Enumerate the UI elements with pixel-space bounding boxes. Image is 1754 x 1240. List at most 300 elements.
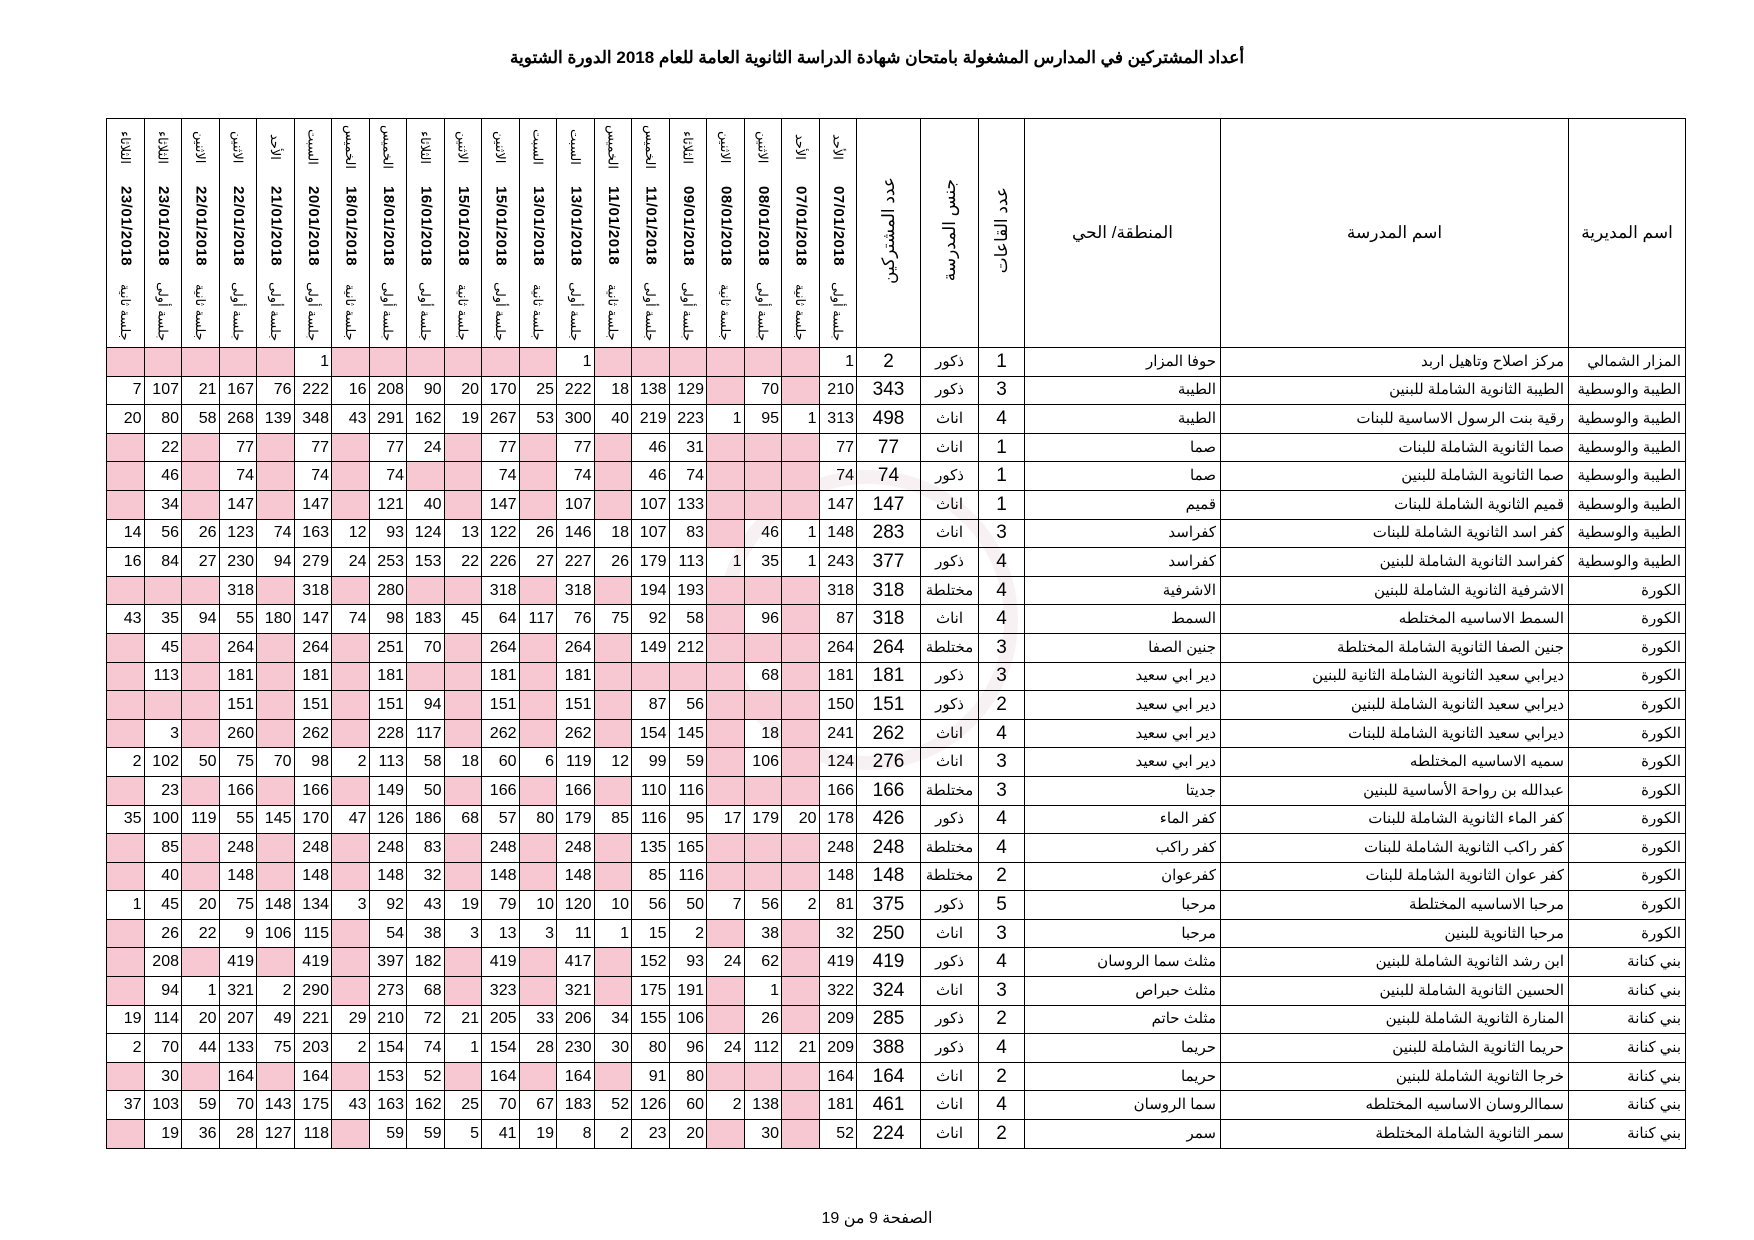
session-value-cell (707, 748, 745, 777)
session-value-cell: 117 (519, 605, 557, 634)
session-value-cell (107, 490, 145, 519)
session-value-cell: 163 (369, 1091, 407, 1120)
session-value-cell: 181 (219, 662, 257, 691)
session-value-cell: 186 (407, 805, 445, 834)
session-value-cell: 1 (594, 919, 632, 948)
session-value-cell (257, 490, 295, 519)
session-value-cell (519, 662, 557, 691)
session-value-cell: 253 (369, 548, 407, 577)
session-value-cell (257, 776, 295, 805)
session-value-cell: 126 (632, 1091, 670, 1120)
session-date: 23/01/2018 (117, 185, 135, 267)
session-value-cell: 121 (369, 490, 407, 519)
session-value-cell: 291 (369, 405, 407, 434)
session-value-cell: 52 (819, 1120, 857, 1149)
gender-cell: مختلطة (921, 576, 979, 605)
session-value-cell (782, 1062, 820, 1091)
session-value-cell: 92 (632, 605, 670, 634)
session-value-cell (594, 776, 632, 805)
session-value-cell: 1 (294, 348, 332, 377)
session-label: جلسة ثانية (530, 283, 546, 341)
table-row (107, 776, 1686, 805)
session-value-cell: 74 (257, 519, 295, 548)
session-value-cell: 75 (594, 605, 632, 634)
gender-cell: ذكور (921, 948, 979, 977)
session-value-cell (707, 834, 745, 863)
session-value-cell: 59 (669, 748, 707, 777)
session-value-cell: 129 (669, 376, 707, 405)
gender-cell: ذكور (921, 805, 979, 834)
session-value-cell (707, 633, 745, 662)
halls-cell: 2 (979, 862, 1025, 891)
session-value-cell (182, 1062, 220, 1091)
session-value-cell: 8 (557, 1120, 595, 1149)
school-name-cell: السمط الاساسيه المختلطه (1221, 605, 1569, 634)
session-value-cell (782, 748, 820, 777)
session-value-cell: 76 (557, 605, 595, 634)
session-value-cell: 28 (519, 1034, 557, 1063)
school-name-cell: ديرابي سعيد الثانوية الشاملة للبنين (1221, 691, 1569, 720)
area-cell: دير ابي سعيد (1025, 719, 1221, 748)
session-value-cell: 20 (182, 1005, 220, 1034)
session-value-cell: 1 (182, 977, 220, 1006)
session-value-cell: 24 (332, 548, 370, 577)
directorate-cell: الطيبة والوسطية (1569, 548, 1686, 577)
session-value-cell: 74 (407, 1034, 445, 1063)
session-date: 09/01/2018 (679, 185, 697, 267)
session-header (182, 119, 220, 348)
session-value-cell (332, 662, 370, 691)
session-value-cell: 219 (632, 405, 670, 434)
session-value-cell (107, 433, 145, 462)
participants-count-cell: 262 (857, 719, 921, 748)
session-value-cell: 9 (219, 919, 257, 948)
session-value-cell: 116 (669, 776, 707, 805)
session-value-cell: 56 (744, 891, 782, 920)
session-value-cell (444, 948, 482, 977)
header-school-label: اسم المدرسة (1346, 223, 1443, 242)
session-value-cell: 114 (144, 1005, 182, 1034)
session-value-cell (332, 691, 370, 720)
session-value-cell: 12 (332, 519, 370, 548)
session-value-cell: 164 (482, 1062, 520, 1091)
participants-count-cell: 324 (857, 977, 921, 1006)
session-value-cell: 135 (632, 834, 670, 863)
participants-count-cell: 151 (857, 691, 921, 720)
directorate-cell: الكورة (1569, 633, 1686, 662)
session-value-cell: 210 (819, 376, 857, 405)
gender-cell: اناث (921, 977, 979, 1006)
directorate-cell: الكورة (1569, 805, 1686, 834)
session-value-cell: 139 (257, 405, 295, 434)
session-value-cell: 95 (744, 405, 782, 434)
session-value-cell (107, 348, 145, 377)
session-value-cell: 34 (144, 490, 182, 519)
session-value-cell: 21 (782, 1034, 820, 1063)
session-value-cell: 178 (819, 805, 857, 834)
session-value-cell (707, 1062, 745, 1091)
session-value-cell: 267 (482, 405, 520, 434)
session-header (257, 119, 295, 348)
session-value-cell: 50 (182, 748, 220, 777)
session-value-cell (519, 490, 557, 519)
session-date: 16/01/2018 (417, 185, 435, 267)
session-value-cell (182, 862, 220, 891)
school-name-cell: كفر الماء الثانوية الشاملة للبنات (1221, 805, 1569, 834)
session-value-cell: 164 (819, 1062, 857, 1091)
session-value-cell (782, 633, 820, 662)
halls-cell: 4 (979, 948, 1025, 977)
gender-cell: اناث (921, 1120, 979, 1149)
school-name-cell: الطيبة الثانوية الشاملة للبنين (1221, 376, 1569, 405)
session-value-cell (519, 834, 557, 863)
session-value-cell (782, 662, 820, 691)
session-value-cell (782, 1005, 820, 1034)
session-value-cell: 40 (594, 405, 632, 434)
session-value-cell (444, 862, 482, 891)
session-value-cell: 25 (444, 1091, 482, 1120)
session-value-cell: 20 (107, 405, 145, 434)
halls-cell: 3 (979, 662, 1025, 691)
session-value-cell: 151 (482, 691, 520, 720)
table-row (107, 519, 1686, 548)
session-value-cell: 74 (294, 462, 332, 491)
session-value-cell: 123 (219, 519, 257, 548)
session-value-cell (707, 348, 745, 377)
session-value-cell: 113 (669, 548, 707, 577)
session-value-cell: 70 (482, 1091, 520, 1120)
session-value-cell: 35 (107, 805, 145, 834)
gender-cell: اناث (921, 519, 979, 548)
session-value-cell (519, 691, 557, 720)
session-value-cell (707, 862, 745, 891)
session-value-cell: 58 (182, 405, 220, 434)
session-value-cell: 102 (144, 748, 182, 777)
session-value-cell: 181 (819, 662, 857, 691)
session-label: جلسة أولى (492, 282, 508, 342)
session-value-cell: 72 (407, 1005, 445, 1034)
session-value-cell: 60 (669, 1091, 707, 1120)
session-value-cell: 248 (219, 834, 257, 863)
session-value-cell: 68 (744, 662, 782, 691)
session-value-cell: 183 (557, 1091, 595, 1120)
session-value-cell (707, 691, 745, 720)
session-value-cell: 148 (482, 862, 520, 891)
halls-cell: 3 (979, 633, 1025, 662)
session-value-cell: 6 (519, 748, 557, 777)
session-value-cell: 148 (819, 519, 857, 548)
session-value-cell (332, 433, 370, 462)
session-value-cell (782, 948, 820, 977)
participants-count-cell: 343 (857, 376, 921, 405)
session-value-cell: 32 (407, 862, 445, 891)
session-value-cell: 148 (219, 862, 257, 891)
session-value-cell: 117 (407, 719, 445, 748)
session-value-cell (444, 433, 482, 462)
directorate-cell: الكورة (1569, 834, 1686, 863)
participants-count-cell: 285 (857, 1005, 921, 1034)
directorate-cell: بني كنانة (1569, 1034, 1686, 1063)
session-value-cell: 68 (407, 977, 445, 1006)
session-value-cell: 120 (557, 891, 595, 920)
session-value-cell (782, 576, 820, 605)
session-value-cell: 1 (782, 548, 820, 577)
directorate-cell: الطيبة والوسطية (1569, 376, 1686, 405)
session-value-cell: 15 (632, 919, 670, 948)
session-value-cell: 19 (444, 891, 482, 920)
session-value-cell: 22 (182, 919, 220, 948)
gender-cell: ذكور (921, 1005, 979, 1034)
halls-cell: 3 (979, 919, 1025, 948)
session-label: جلسة أولى (230, 282, 246, 342)
participants-count-cell: 181 (857, 662, 921, 691)
session-value-cell (782, 1120, 820, 1149)
session-value-cell (182, 948, 220, 977)
area-cell: السمط (1025, 605, 1221, 634)
participants-count-cell: 2 (857, 348, 921, 377)
session-value-cell: 280 (369, 576, 407, 605)
session-value-cell: 2 (669, 919, 707, 948)
session-value-cell: 151 (557, 691, 595, 720)
school-name-cell: كفر راكب الثانوية الشاملة للبنات (1221, 834, 1569, 863)
session-value-cell (444, 633, 482, 662)
session-value-cell (594, 948, 632, 977)
session-label: جلسة ثانية (605, 283, 621, 341)
session-value-cell: 116 (669, 862, 707, 891)
session-value-cell: 397 (369, 948, 407, 977)
gender-cell: اناث (921, 719, 979, 748)
school-name-cell: ديرابي سعيد الثانوية الشاملة للبنات (1221, 719, 1569, 748)
session-label: جلسة أولى (380, 282, 396, 342)
session-value-cell: 5 (444, 1120, 482, 1149)
session-value-cell (107, 1120, 145, 1149)
session-value-cell: 37 (107, 1091, 145, 1120)
gender-cell: اناث (921, 405, 979, 434)
session-header (482, 119, 520, 348)
session-value-cell: 154 (632, 719, 670, 748)
session-value-cell: 96 (669, 1034, 707, 1063)
session-value-cell (219, 348, 257, 377)
session-value-cell: 30 (594, 1034, 632, 1063)
session-value-cell (707, 977, 745, 1006)
participants-count-cell: 498 (857, 405, 921, 434)
session-value-cell: 138 (744, 1091, 782, 1120)
session-date: 07/01/2018 (792, 185, 810, 267)
session-value-cell: 126 (369, 805, 407, 834)
session-value-cell (519, 348, 557, 377)
school-name-cell: مرحبا الاساسيه المختلطة (1221, 891, 1569, 920)
school-name-cell: خرجا الثانوية الشاملة للبنين (1221, 1062, 1569, 1091)
session-value-cell: 166 (294, 776, 332, 805)
session-value-cell: 94 (144, 977, 182, 1006)
header-area-label: المنطقة/ الحي (1071, 223, 1173, 242)
session-value-cell: 149 (632, 633, 670, 662)
participants-count-cell: 224 (857, 1120, 921, 1149)
gender-cell: ذكور (921, 548, 979, 577)
session-value-cell (407, 576, 445, 605)
session-value-cell: 209 (819, 1005, 857, 1034)
session-day: الثلاثاء (680, 130, 696, 164)
session-value-cell: 110 (632, 776, 670, 805)
directorate-cell: بني كنانة (1569, 1005, 1686, 1034)
session-value-cell: 30 (744, 1120, 782, 1149)
session-value-cell: 221 (294, 1005, 332, 1034)
halls-cell: 1 (979, 490, 1025, 519)
session-value-cell (519, 862, 557, 891)
participants-count-cell: 318 (857, 576, 921, 605)
session-value-cell (257, 691, 295, 720)
area-cell: كفرعوان (1025, 862, 1221, 891)
session-value-cell (744, 1062, 782, 1091)
session-value-cell: 318 (219, 576, 257, 605)
session-date: 15/01/2018 (454, 185, 472, 267)
session-value-cell: 151 (369, 691, 407, 720)
session-value-cell (107, 691, 145, 720)
session-date: 23/01/2018 (154, 185, 172, 267)
session-value-cell (444, 834, 482, 863)
table-row (107, 719, 1686, 748)
session-value-cell (332, 348, 370, 377)
session-value-cell: 106 (669, 1005, 707, 1034)
session-value-cell (594, 490, 632, 519)
session-value-cell (407, 462, 445, 491)
session-date: 20/01/2018 (304, 185, 322, 267)
session-value-cell: 162 (407, 405, 445, 434)
session-value-cell: 18 (444, 748, 482, 777)
session-value-cell: 241 (819, 719, 857, 748)
session-value-cell (782, 977, 820, 1006)
session-value-cell: 38 (407, 919, 445, 948)
session-value-cell (744, 776, 782, 805)
directorate-cell: الكورة (1569, 662, 1686, 691)
session-value-cell: 118 (294, 1120, 332, 1149)
session-value-cell: 55 (219, 605, 257, 634)
session-value-cell: 227 (557, 548, 595, 577)
session-value-cell (107, 862, 145, 891)
session-day: الاثنين (492, 130, 508, 164)
session-value-cell: 148 (819, 862, 857, 891)
session-value-cell (707, 519, 745, 548)
session-value-cell: 23 (632, 1120, 670, 1149)
session-value-cell: 318 (294, 576, 332, 605)
header-directorate (1569, 119, 1686, 348)
table-row (107, 605, 1686, 634)
table-row (107, 1034, 1686, 1063)
session-value-cell: 207 (219, 1005, 257, 1034)
session-value-cell: 107 (632, 519, 670, 548)
directorate-cell: الكورة (1569, 691, 1686, 720)
session-date: 21/01/2018 (267, 185, 285, 267)
school-name-cell: كفر عوان الثانوية الشاملة للبنات (1221, 862, 1569, 891)
halls-cell: 3 (979, 376, 1025, 405)
session-value-cell: 56 (669, 691, 707, 720)
session-value-cell: 243 (819, 548, 857, 577)
session-value-cell (669, 348, 707, 377)
directorate-cell: الكورة (1569, 862, 1686, 891)
session-value-cell (707, 462, 745, 491)
session-value-cell (444, 662, 482, 691)
directorate-cell: الطيبة والوسطية (1569, 490, 1686, 519)
table-row (107, 348, 1686, 377)
gender-cell: ذكور (921, 348, 979, 377)
school-name-cell: رقية بنت الرسول الاساسية للبنات (1221, 405, 1569, 434)
halls-cell: 4 (979, 548, 1025, 577)
session-day: السبت (567, 129, 583, 165)
session-value-cell (407, 662, 445, 691)
session-value-cell (369, 348, 407, 377)
halls-cell: 4 (979, 405, 1025, 434)
session-value-cell: 251 (369, 633, 407, 662)
session-value-cell (594, 719, 632, 748)
session-value-cell (744, 433, 782, 462)
session-value-cell: 14 (107, 519, 145, 548)
area-cell: مثلث حاتم (1025, 1005, 1221, 1034)
session-value-cell: 419 (294, 948, 332, 977)
session-value-cell: 107 (557, 490, 595, 519)
session-value-cell (182, 662, 220, 691)
session-value-cell: 74 (332, 605, 370, 634)
session-date: 08/01/2018 (754, 185, 772, 267)
session-value-cell: 84 (144, 548, 182, 577)
header-halls (979, 119, 1025, 348)
session-value-cell: 98 (369, 605, 407, 634)
session-value-cell (257, 834, 295, 863)
gender-cell: ذكور (921, 376, 979, 405)
session-value-cell (182, 834, 220, 863)
participants-count-cell: 147 (857, 490, 921, 519)
session-value-cell: 264 (819, 633, 857, 662)
session-value-cell: 148 (557, 862, 595, 891)
session-value-cell: 45 (444, 605, 482, 634)
session-value-cell: 79 (482, 891, 520, 920)
session-value-cell: 103 (144, 1091, 182, 1120)
session-date: 08/01/2018 (717, 185, 735, 267)
session-value-cell: 59 (407, 1120, 445, 1149)
session-value-cell (144, 691, 182, 720)
session-value-cell: 24 (407, 433, 445, 462)
school-name-cell: مرحبا الثانوية للبنين (1221, 919, 1569, 948)
session-label: جلسة ثانية (717, 283, 733, 341)
session-value-cell: 70 (219, 1091, 257, 1120)
area-cell: كفر الماء (1025, 805, 1221, 834)
directorate-cell: بني كنانة (1569, 1062, 1686, 1091)
session-header (144, 119, 182, 348)
table-row (107, 891, 1686, 920)
halls-cell: 4 (979, 719, 1025, 748)
session-value-cell: 208 (144, 948, 182, 977)
session-value-cell (594, 348, 632, 377)
session-date: 15/01/2018 (492, 185, 510, 267)
session-value-cell (707, 605, 745, 634)
session-value-cell: 264 (219, 633, 257, 662)
session-value-cell (594, 862, 632, 891)
session-value-cell: 124 (819, 748, 857, 777)
session-header (782, 119, 820, 348)
session-value-cell: 113 (369, 748, 407, 777)
session-value-cell: 76 (257, 376, 295, 405)
session-value-cell: 175 (632, 977, 670, 1006)
session-value-cell (782, 605, 820, 634)
session-value-cell: 182 (407, 948, 445, 977)
session-header (369, 119, 407, 348)
session-day: الاثنين (230, 130, 246, 164)
area-cell: مرحبا (1025, 919, 1221, 948)
table-row (107, 1005, 1686, 1034)
session-value-cell: 179 (632, 548, 670, 577)
session-value-cell: 26 (182, 519, 220, 548)
session-value-cell: 16 (107, 548, 145, 577)
session-value-cell (332, 862, 370, 891)
